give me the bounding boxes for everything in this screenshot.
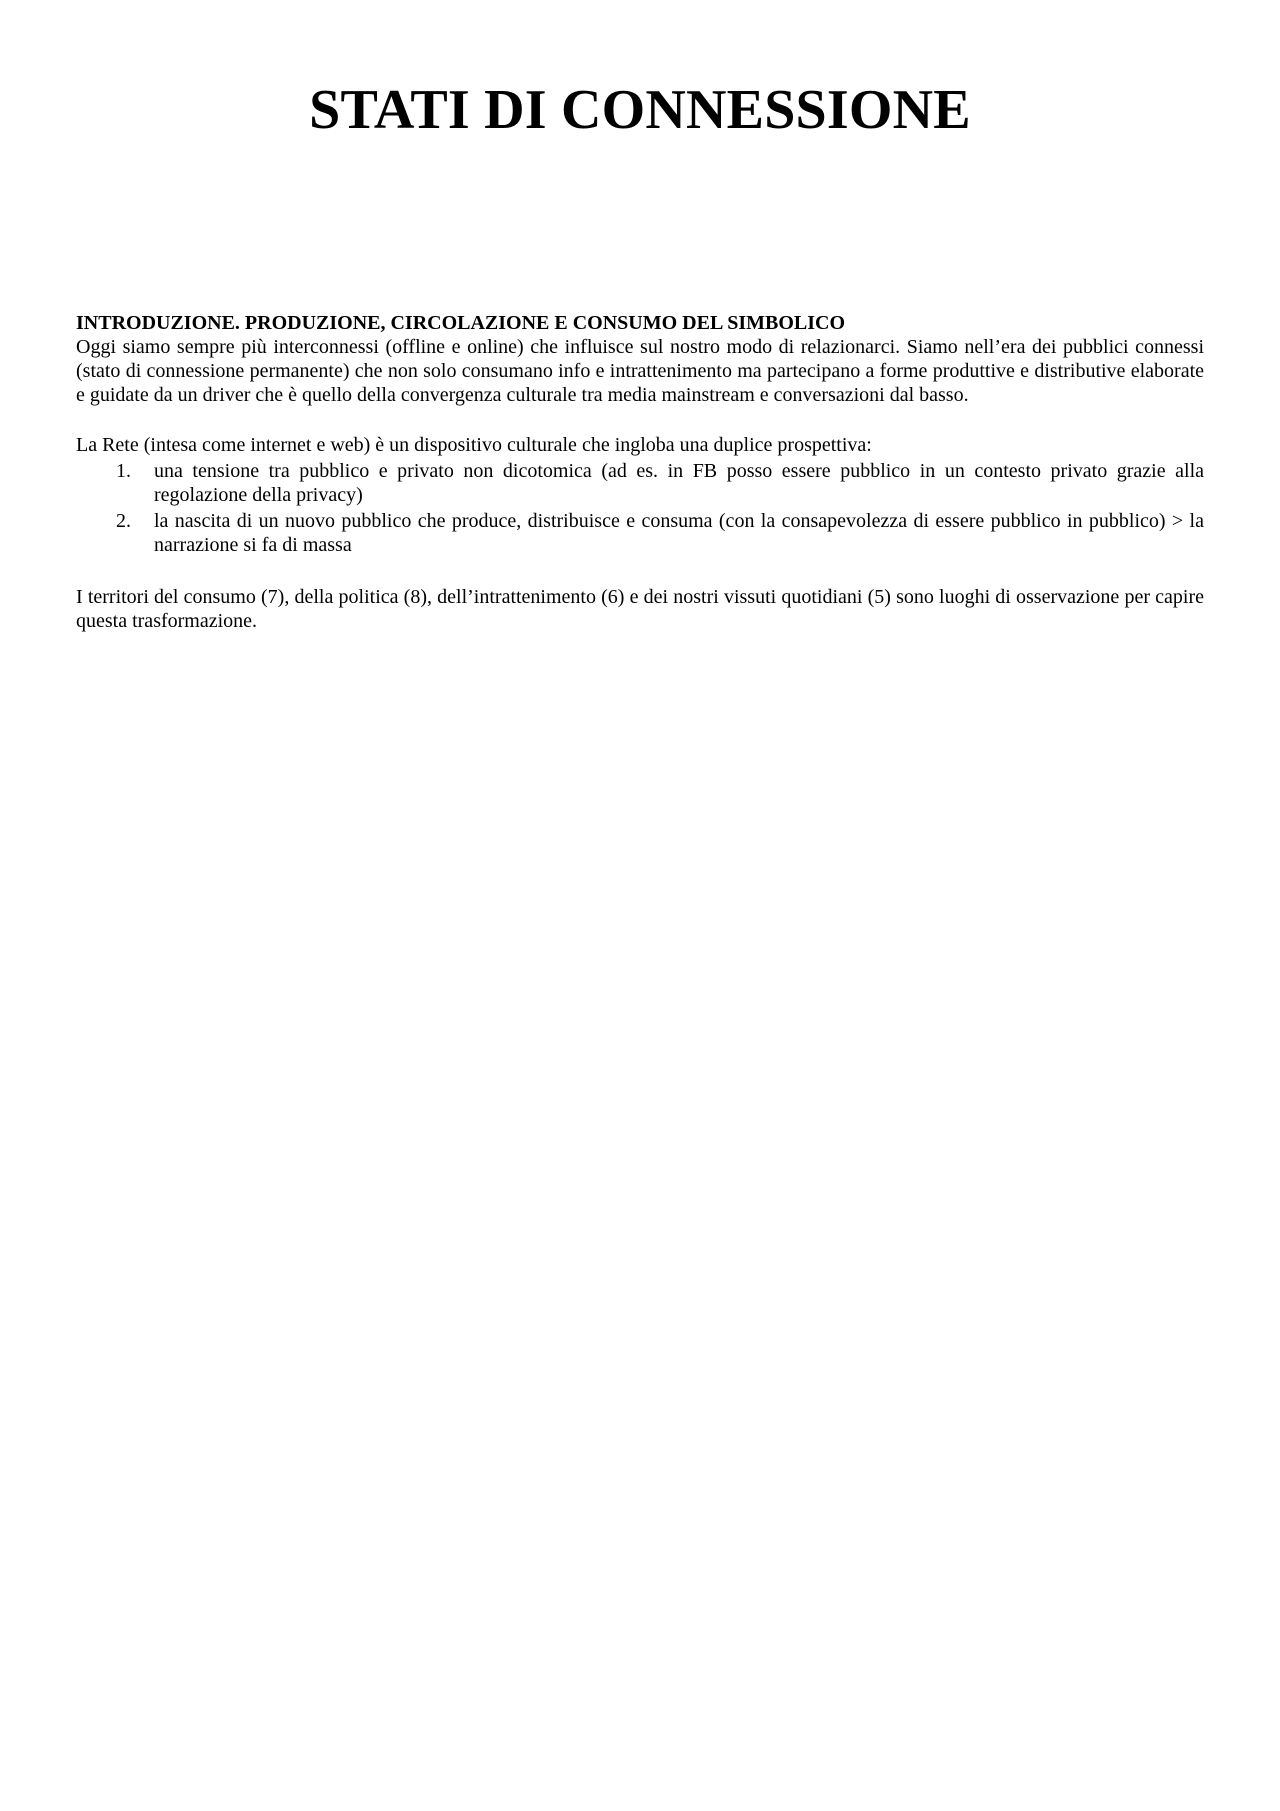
document-body xyxy=(76,311,1204,633)
paragraph-spacer xyxy=(76,407,1204,433)
closing-paragraph: I territori del consumo (7), della politica (8), dell’intrattenimento (6) e dei nostri vissuti quotidiani (5) sono luoghi di osservazione per capire questa trasformazione. xyxy=(76,586,1204,632)
document-title: STATI DI CONNESSIONE xyxy=(309,79,971,141)
list-item-text: la nascita di un nuovo pubblico che produce, distribuisce e consuma (con la consapevolezza di essere pubblico in pubblico) > la narrazione si fa di massa xyxy=(154,510,1204,556)
list-item xyxy=(76,459,1204,507)
numbered-list xyxy=(76,459,1204,557)
intro-paragraph: Oggi siamo sempre più interconnessi (offline e online) che influisce sul nostro modo di relazionarci. Siamo nell’era dei pubblici connessi (stato di connessione permanente) che non solo consumano info e intrattenimento ma partecipano a forme produttive e distributive elaborate e guidate da un driver che è quello della convergenza culturale tra media mainstream e conversazioni dal basso. xyxy=(76,336,1204,406)
list-item-text: una tensione tra pubblico e privato non dicotomica (ad es. in FB posso essere pubblico in un contesto privato grazie alla regolazione della privacy) xyxy=(154,460,1204,506)
section-heading: INTRODUZIONE. PRODUZIONE, CIRCOLAZIONE E CONSUMO DEL SIMBOLICO xyxy=(76,312,846,334)
list-item xyxy=(76,509,1204,557)
paragraph-spacer xyxy=(76,559,1204,585)
rete-paragraph: La Rete (intesa come internet e web) è un dispositivo culturale che ingloba una duplice prospettiva: xyxy=(76,434,872,456)
list-item-number: 1. xyxy=(116,460,131,482)
list-item-number: 2. xyxy=(116,510,131,532)
